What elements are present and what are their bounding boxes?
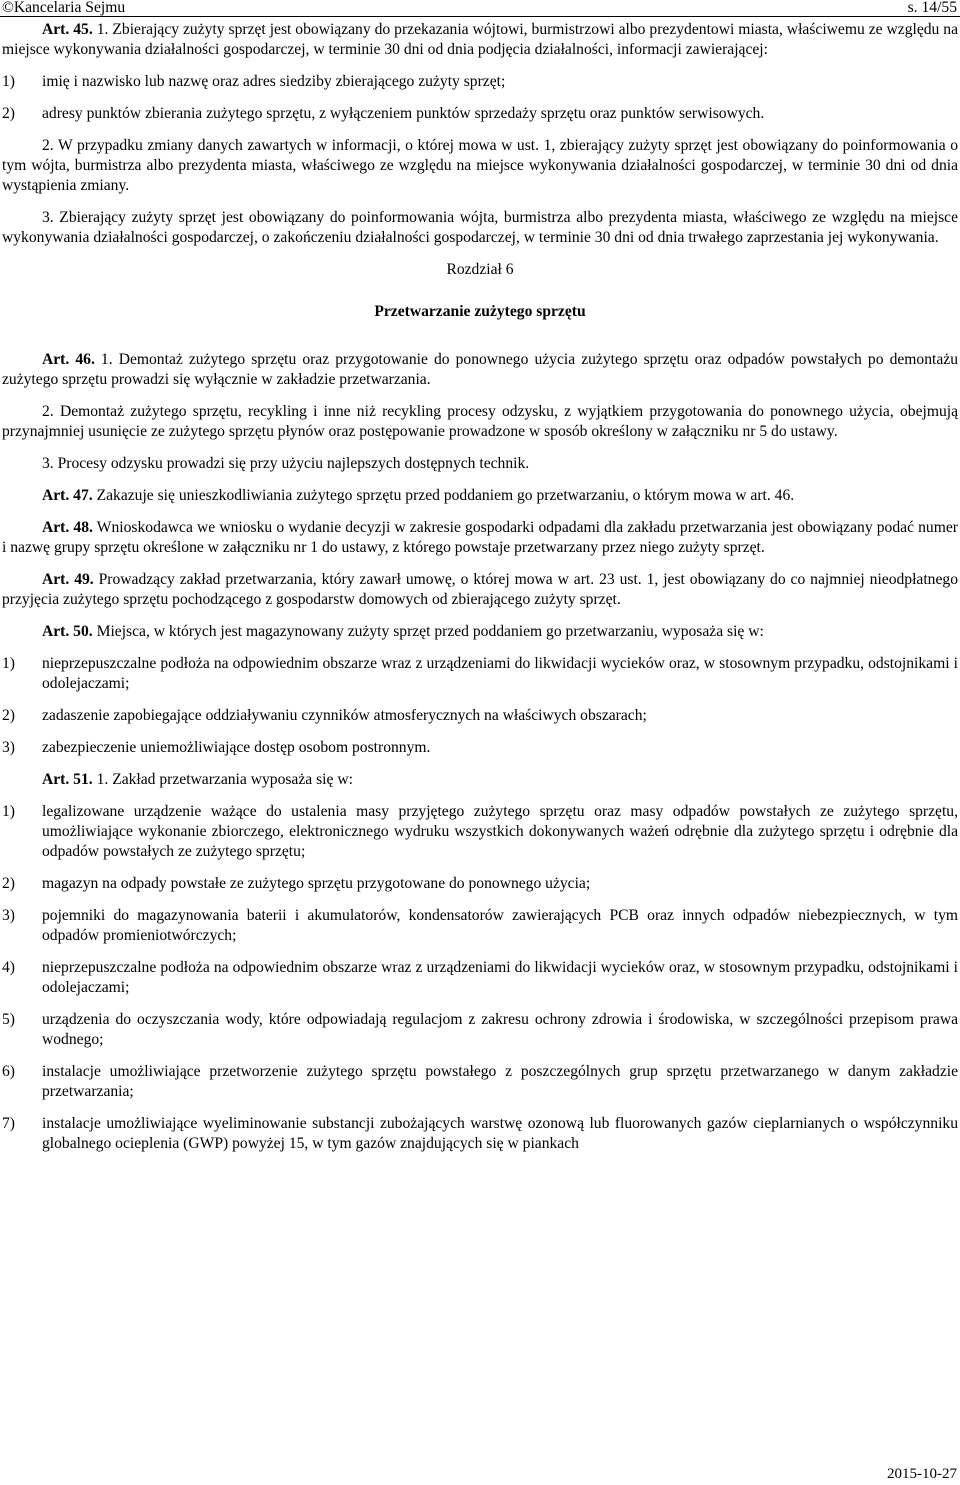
item-text: nieprzepuszczalne podłoża na odpowiednim obszarze wraz z urządzeniami do likwidacji wycieków oraz, w stosownym przypadku, odstojnikami i odolejaczami; bbox=[42, 655, 958, 692]
item-text: magazyn na odpady powstałe ze zużytego sprzętu przygotowane do ponownego użycia; bbox=[42, 875, 591, 892]
art45-paragraph-2: 2. W przypadku zmiany danych zawartych w informacji, o której mowa w ust. 1, zbierający zużyty sprzęt jest obowiązany do poinformowania o tym wójta, burmistrza albo prezydenta miasta, właściwego ze względu na miejsce wykonywania działalności gospodarczej, w terminie 30 dni od dnia wystąpienia zmiany. bbox=[2, 137, 958, 194]
art50-item-3 bbox=[2, 738, 958, 758]
art46-p1-text: Demontaż zużytego sprzętu oraz przygotowanie do ponownego użycia zużytego sprzętu oraz odpadów powstałych po demontażu zużytego sprzętu prowadzi się wyłącznie w zakładzie przetwarzania. bbox=[2, 351, 958, 388]
item-number: 3) bbox=[2, 739, 15, 756]
art45-p1-number: 1. bbox=[96, 21, 109, 38]
art50-item-1 bbox=[2, 654, 958, 694]
item-text: imię i nazwisko lub nazwę oraz adres siedziby zbierającego zużyty sprzęt; bbox=[42, 73, 506, 90]
item-text: legalizowane urządzenie ważące do ustalenia masy przyjętego zużytego sprzętu oraz masy odpadów powstałych ze zużytego sprzętu, umożliwiające wykonanie zbiorczego, elektronicznego wydruku wszystkich dokonywanych ważeń odrębnie dla zużytego sprzętu i odrębnie dla odpadów powstałych ze zużytego sprzętu; bbox=[42, 803, 958, 860]
art46-paragraph-3: 3. Procesy odzysku prowadzi się przy użyciu najlepszych dostępnych technik. bbox=[42, 455, 530, 472]
chapter-title: Przetwarzanie zużytego sprzętu bbox=[374, 303, 586, 320]
art49-paragraph bbox=[2, 570, 958, 610]
item-number: 5) bbox=[2, 1011, 15, 1028]
art51-item-3 bbox=[2, 906, 958, 946]
item-text: zabezpieczenie uniemożliwiające dostęp osobom postronnym. bbox=[42, 739, 431, 756]
art45-item-2 bbox=[2, 104, 958, 124]
item-number: 2) bbox=[2, 707, 15, 724]
art45-item-1 bbox=[2, 72, 958, 92]
art48-text: Wnioskodawca we wniosku o wydanie decyzji w zakresie gospodarki odpadami dla zakładu przetwarzania jest obowiązany podać numer i nazwę grupy sprzętu określone w załączniku nr 1 do ustawy, z którego powstaje przetwarzany przez niego zużyty sprzęt. bbox=[2, 519, 958, 556]
item-text: pojemniki do magazynowania baterii i akumulatorów, kondensatorów zawierających PCB oraz innych odpadów niebezpiecznych, w tym odpadów promieniotwórczych; bbox=[42, 907, 958, 944]
item-text: nieprzepuszczalne podłoża na odpowiednim obszarze wraz z urządzeniami do likwidacji wycieków oraz, w stosownym przypadku, odstojnikami i odolejaczami; bbox=[42, 959, 958, 996]
publisher-label: ©Kancelaria Sejmu bbox=[2, 0, 126, 16]
page-number: s. 14/55 bbox=[907, 0, 957, 16]
item-number: 7) bbox=[2, 1115, 15, 1132]
art50-text: Miejsca, w których jest magazynowany zużyty sprzęt przed poddaniem go przetwarzaniu, wyposaża się w: bbox=[96, 623, 764, 640]
art51-item-1 bbox=[2, 802, 958, 862]
art51-item-2 bbox=[2, 874, 958, 894]
item-number: 1) bbox=[2, 655, 15, 672]
art50-item-2 bbox=[2, 706, 958, 726]
page-header bbox=[0, 0, 960, 17]
art47-label: Art. 47. bbox=[42, 487, 93, 504]
art51-item-5 bbox=[2, 1010, 958, 1050]
art45-p1-text: Zbierający zużyty sprzęt jest obowiązany do przekazania wójtowi, burmistrzowi albo prezydentowi miasta, właściwemu ze względu na miejsce wykonywania działalności gospodarczej, w terminie 30 dni od dnia podjęcia działalności, informacji zawierającej: bbox=[2, 21, 959, 58]
art45-paragraph-1 bbox=[2, 20, 958, 60]
item-number: 1) bbox=[2, 73, 15, 90]
art51-paragraph-1 bbox=[2, 770, 958, 790]
chapter-number: Rozdział 6 bbox=[446, 261, 514, 278]
art50-paragraph bbox=[2, 622, 958, 642]
art47-text: Zakazuje się unieszkodliwiania zużytego sprzętu przed poddaniem go przetwarzaniu, o którym mowa w art. 46. bbox=[96, 487, 795, 504]
chapter-heading bbox=[2, 260, 958, 322]
item-text: adresy punktów zbierania zużytego sprzętu, z wyłączeniem punktów sprzedaży sprzętu oraz punktów serwisowych. bbox=[42, 105, 765, 122]
art50-label: Art. 50. bbox=[42, 623, 93, 640]
art47-paragraph bbox=[2, 486, 958, 506]
document-body bbox=[2, 20, 958, 1166]
art51-item-4 bbox=[2, 958, 958, 998]
art45-paragraph-3: 3. Zbierający zużyty sprzęt jest obowiązany do poinformowania wójta, burmistrza albo prezydenta miasta, właściwego ze względu na miejsce wykonywania działalności gospodarczej, o zakończeniu działalności gospodarczej, w terminie 30 dni od dnia trwałego zaprzestania jej wykonywania. bbox=[2, 209, 958, 246]
item-text: instalacje umożliwiające wyeliminowanie substancji zubożających warstwę ozonową lub fluorowanych gazów cieplarnianych o współczynniku globalnego ocieplenia (GWP) powyżej 15, w tym gazów znajdujących się w piankach bbox=[42, 1115, 958, 1152]
item-text: instalacje umożliwiające przetworzenie zużytego sprzętu powstałego z poszczególnych grup sprzętu przetwarzanego w danym zakładzie przetwarzania; bbox=[42, 1063, 958, 1100]
art51-p1-text: Zakład przetwarzania wyposaża się w: bbox=[112, 771, 353, 788]
art51-item-6 bbox=[2, 1062, 958, 1102]
art49-label: Art. 49. bbox=[42, 571, 94, 588]
art49-text: Prowadzący zakład przetwarzania, który zawarł umowę, o której mowa w art. 23 ust. 1, jest obowiązany do co najmniej nieodpłatnego przyjęcia zużytego sprzętu pochodzącego z gospodarstw domowych od zbierającego zużyty sprzęt. bbox=[2, 571, 958, 608]
art48-label: Art. 48. bbox=[42, 519, 93, 536]
art51-p1-number: 1. bbox=[96, 771, 109, 788]
item-text: zadaszenie zapobiegające oddziaływaniu czynników atmosferycznych na właściwych obszarach; bbox=[42, 707, 647, 724]
art45-label: Art. 45. bbox=[42, 21, 93, 38]
item-number: 3) bbox=[2, 907, 15, 924]
art46-paragraph-2: 2. Demontaż zużytego sprzętu, recykling i inne niż recykling procesy odzysku, z wyjątkiem przygotowania do ponownego użycia, obejmują przynajmniej usunięcie ze zużytego sprzętu płynów oraz postępowanie prowadzone w sposób określony w załączniku nr 5 do ustawy. bbox=[2, 403, 958, 440]
item-number: 4) bbox=[2, 959, 15, 976]
art46-label: Art. 46. bbox=[42, 351, 95, 368]
art46-paragraph-1 bbox=[2, 350, 958, 390]
art51-label: Art. 51. bbox=[42, 771, 93, 788]
item-number: 2) bbox=[2, 875, 15, 892]
art48-paragraph bbox=[2, 518, 958, 558]
art51-item-7 bbox=[2, 1114, 958, 1154]
item-text: urządzenia do oczyszczania wody, które odpowiadają regulacjom z zakresu ochrony zdrowia i środowiska, w szczególności przepisom prawa wodnego; bbox=[42, 1011, 958, 1048]
item-number: 6) bbox=[2, 1063, 15, 1080]
art46-p1-number: 1. bbox=[100, 351, 113, 368]
item-number: 2) bbox=[2, 105, 15, 122]
item-number: 1) bbox=[2, 803, 15, 820]
document-date: 2015-10-27 bbox=[887, 1466, 957, 1482]
